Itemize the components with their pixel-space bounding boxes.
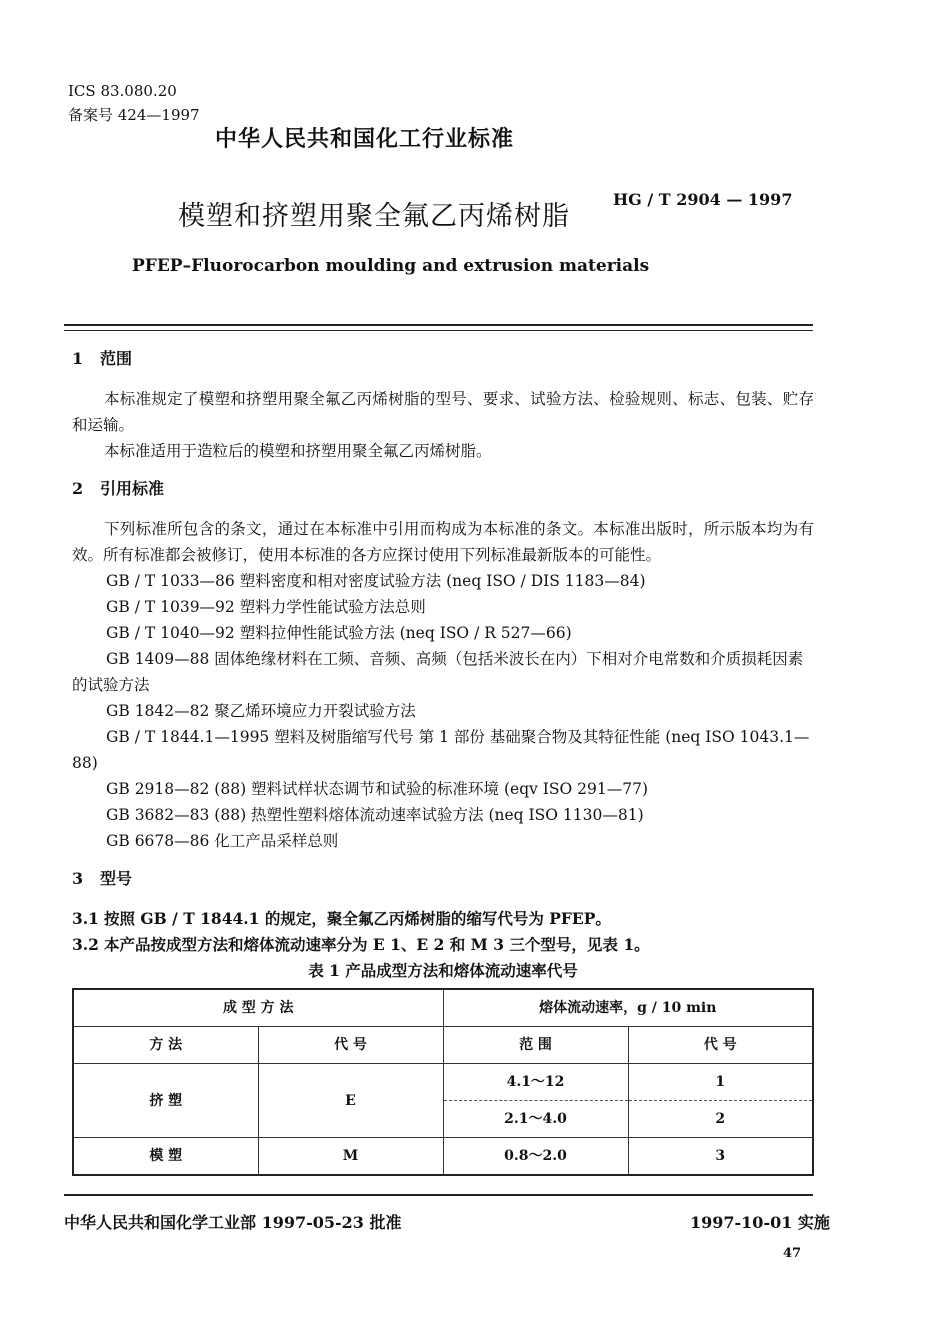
- table-1: [72, 988, 814, 1176]
- clause-number: 3.1: [72, 909, 99, 928]
- section-normative-references: [72, 476, 814, 854]
- section-types: [72, 866, 814, 1176]
- header-melt-flow-rate: 熔体流动速率，g / 10 min: [443, 989, 813, 1027]
- clause-number: 3.2: [72, 935, 99, 954]
- reference-item: GB / T 1033—86 塑料密度和相对密度试验方法 (neq ISO / DIS 1183—84): [106, 572, 646, 590]
- footer-rule: [64, 1194, 813, 1196]
- section-heading: [72, 476, 814, 502]
- reference-item: GB 3682—83 (88) 热塑性塑料熔体流动速率试验方法 (neq ISO 1130—81): [106, 806, 644, 824]
- record-number: 备案号 424—1997: [68, 106, 200, 124]
- cell-range: 2.1～4.0: [443, 1101, 628, 1138]
- paragraph: 下列标准所包含的条文，通过在本标准中引用而构成为本标准的条文。本标准出版时，所示版本均为有效。所有标准都会被修订，使用本标准的各方应探讨使用下列标准最新版本的可能性。: [72, 520, 814, 564]
- section-title: 范围: [100, 349, 133, 368]
- table-subheader-row: [73, 1027, 813, 1064]
- header-rule-thin: [64, 330, 813, 331]
- table-header-row: [73, 989, 813, 1027]
- cell-code-2: 2: [628, 1101, 813, 1138]
- subheader-method: 方 法: [73, 1027, 258, 1064]
- approval-line: 中华人民共和国化学工业部 1997-05-23 批准: [64, 1213, 402, 1232]
- cell-code-2: 1: [628, 1064, 813, 1101]
- cell-code-2: 3: [628, 1138, 813, 1176]
- paragraph: 本标准适用于造粒后的模塑和挤塑用聚全氟乙丙烯树脂。: [104, 442, 492, 460]
- table-row: [73, 1138, 813, 1176]
- reference-item: GB / T 1040—92 塑料拉伸性能试验方法 (neq ISO / R 527—66): [106, 624, 572, 642]
- paragraph: 本标准规定了模塑和挤塑用聚全氟乙丙烯树脂的型号、要求、试验方法、检验规则、标志、包装、贮存和运输。: [72, 390, 814, 434]
- document-title-en: PFEP–Fluorocarbon moulding and extrusion materials: [132, 256, 650, 276]
- cell-method: 挤 塑: [73, 1064, 258, 1138]
- implementation-date: 1997-10-01 实施: [690, 1213, 830, 1232]
- section-number: 1: [72, 349, 84, 368]
- subheader-code-2: 代 号: [628, 1027, 813, 1064]
- clause-3-2: [72, 932, 814, 958]
- table-row: [73, 1064, 813, 1101]
- page-number: 47: [783, 1246, 802, 1261]
- reference-item: GB 1842—82 聚乙烯环境应力开裂试验方法: [106, 702, 416, 720]
- subheader-code: 代 号: [258, 1027, 443, 1064]
- reference-item: GB / T 1039—92 塑料力学性能试验方法总则: [106, 598, 426, 616]
- section-heading: [72, 866, 814, 892]
- document-body: [72, 346, 814, 1188]
- section-title: 型号: [100, 869, 133, 888]
- ics-code: ICS 83.080.20: [68, 82, 177, 100]
- subheader-range: 范 围: [443, 1027, 628, 1064]
- section-scope: [72, 346, 814, 464]
- clause-text: 本产品按成型方法和熔体流动速率分为 E 1、E 2 和 M 3 三个型号，见表 1。: [104, 935, 650, 954]
- industry-standard-heading: 中华人民共和国化工行业标准: [215, 126, 515, 152]
- cell-method: 模 塑: [73, 1138, 258, 1176]
- cell-code: E: [258, 1064, 443, 1138]
- section-title: 引用标准: [100, 479, 165, 498]
- document-title-zh: 模塑和挤塑用聚全氟乙丙烯树脂: [178, 201, 570, 232]
- section-number: 2: [72, 479, 84, 498]
- clause-3-1: [72, 906, 814, 932]
- reference-item: GB 2918—82 (88) 塑料试样状态调节和试验的标准环境 (eqv ISO 291—77): [106, 780, 649, 798]
- section-number: 3: [72, 869, 84, 888]
- table-caption: 表 1 产品成型方法和熔体流动速率代号: [308, 961, 578, 980]
- header-rule: [64, 324, 813, 326]
- header-molding-method: 成 型 方 法: [73, 989, 443, 1027]
- section-heading: [72, 346, 814, 372]
- reference-item: GB 1409—88 固体绝缘材料在工频、音频、高频（包括米波长在内）下相对介电常数和介质损耗因素的试验方法: [72, 650, 804, 694]
- clause-text: 按照 GB / T 1844.1 的规定，聚全氟乙丙烯树脂的缩写代号为 PFEP。: [104, 909, 611, 928]
- cell-range: 4.1～12: [443, 1064, 628, 1101]
- cell-code: M: [258, 1138, 443, 1176]
- standard-code: HG / T 2904 — 1997: [613, 190, 793, 209]
- reference-item: GB / T 1844.1—1995 塑料及树脂缩写代号 第 1 部份 基础聚合物及其特征性能 (neq ISO 1043.1—88): [72, 728, 810, 772]
- reference-item: GB 6678—86 化工产品采样总则: [106, 832, 339, 850]
- cell-range: 0.8～2.0: [443, 1138, 628, 1176]
